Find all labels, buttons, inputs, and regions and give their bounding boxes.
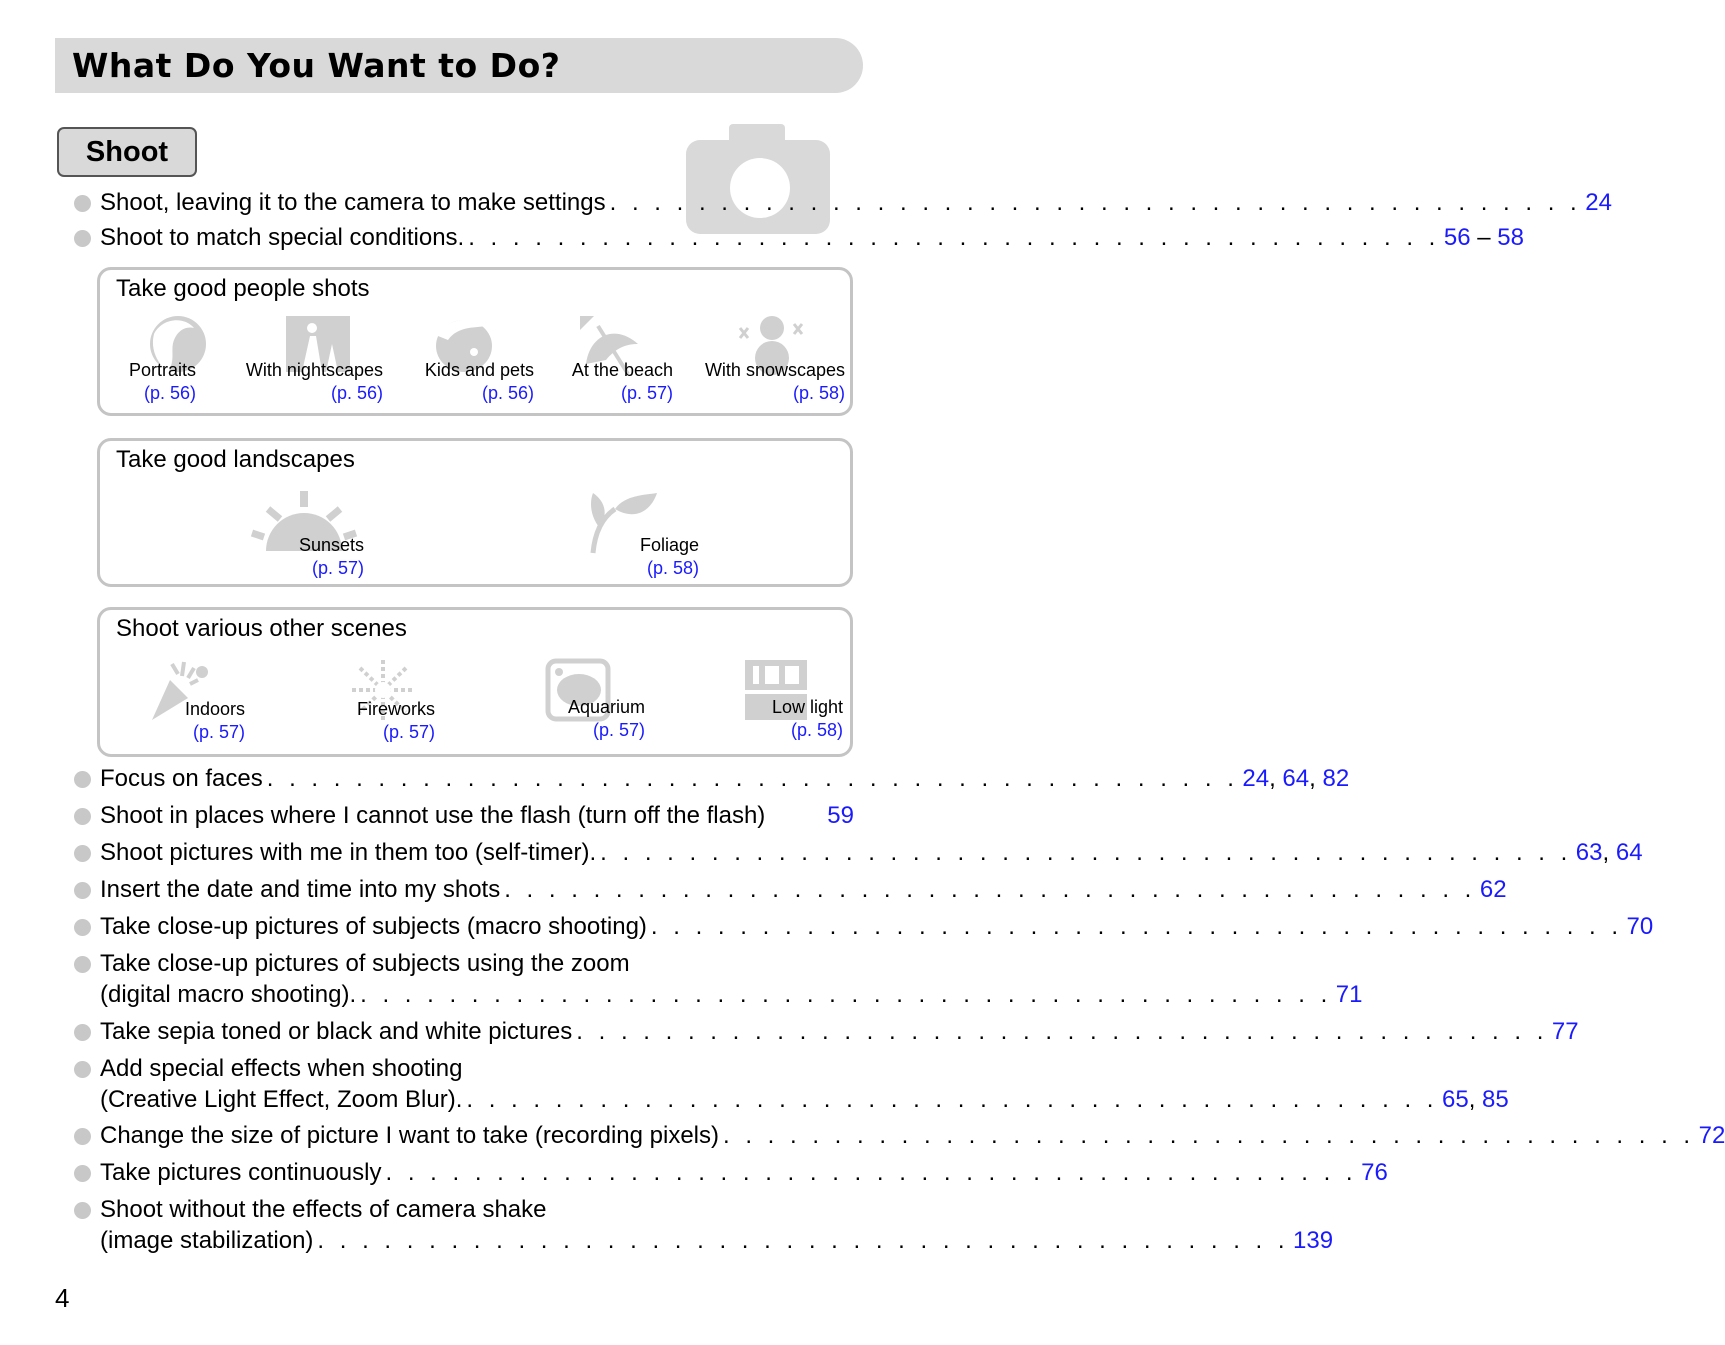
leader-dots: . . . . . . . . . . . . . . . . . . . . . . . . . . . . . . . . . . . . . . . . . . . . (600, 839, 1572, 866)
scene-kids-pets[interactable]: Kids and pets (p. 56) (400, 314, 534, 404)
leader-dots: . . . . . . . . . . . . . . . . . . . . . . . . . . . . . . . . . . . . . . . . . . . . (650, 913, 1623, 940)
page-link[interactable]: 58 (1497, 224, 1524, 251)
item-text: Shoot to match special conditions. (100, 224, 465, 251)
page-title: What Do You Want to Do? (72, 46, 561, 85)
leader-dots: . . . . . . . . . . . . . . . . . . . . . . . . . . . . . . . . . . . . . . . . . . . . (266, 765, 1239, 792)
item-text: Shoot, leaving it to the camera to make settings (100, 189, 606, 216)
page-link[interactable]: 24 (1242, 765, 1270, 792)
bullet-icon (74, 845, 91, 862)
bullet-icon (74, 956, 91, 973)
scene-portraits[interactable]: Portraits (p. 56) (108, 314, 208, 404)
page-link[interactable]: 71 (1335, 981, 1363, 1008)
page-link[interactable]: 62 (1479, 876, 1507, 903)
bullet-icon (74, 1024, 91, 1041)
page-link[interactable]: 77 (1551, 1018, 1579, 1045)
scene-low-light[interactable]: Low light (p. 58) (743, 658, 843, 748)
page-link[interactable]: 82 (1322, 765, 1350, 792)
scene-fireworks[interactable]: Fireworks (p. 57) (348, 658, 435, 748)
leader-dots: . . . . . . . . . . . . . . . . . . . . . . . . . . . . . . . . . . . . . . . . . . . . (317, 1227, 1290, 1254)
box-title: Take good landscapes (116, 446, 355, 473)
box-title: Take good people shots (116, 275, 370, 302)
page-link[interactable]: 65 (1441, 1086, 1469, 1113)
leader-dots: . . . . . . . . . . . . . . . . . . . . . . . . . . . . . . . . . . . . . . . . . . . . (468, 224, 1440, 251)
page-link[interactable]: 24 (1585, 189, 1612, 216)
list-item: Add special effects when shooting (Creative Light Effect, Zoom Blur). . . . . . . . . . . . . . . . . . . . . . . . . . . . . . . . . . . . . . . . . . . . . 65, 85 (74, 1055, 854, 1117)
scene-snowscapes[interactable]: With snowscapes (p. 58) (690, 314, 845, 404)
bullet-icon (74, 1061, 91, 1078)
bullet-icon (74, 1165, 91, 1182)
leader-dots: . . . . . . . . . . . . . . . . . . . . . . . . . . . . . . . . . . . . . . . . . . . . (385, 1159, 1358, 1186)
list-item: Take close-up pictures of subjects using the zoom (digital macro shooting). . . . . . . . . . . . . . . . . . . . . . . . . . . . . . . . . . . . . . . . . . . . . 71 (74, 950, 854, 1012)
bullet-icon (74, 1128, 91, 1145)
page-link[interactable]: 72 (1698, 1122, 1725, 1149)
page-link[interactable]: 63 (1575, 839, 1603, 866)
bullet-icon (74, 808, 91, 825)
tab-label: Shoot (85, 136, 169, 168)
scene-nightscapes[interactable]: With nightscapes (p. 56) (228, 314, 383, 404)
camera-icon (686, 124, 830, 234)
scene-indoors[interactable]: Indoors (p. 57) (148, 658, 245, 748)
page-link[interactable]: 64 (1282, 765, 1310, 792)
page-link[interactable]: 139 (1293, 1227, 1334, 1254)
page-link[interactable]: 56 (1443, 224, 1471, 251)
page-link[interactable]: 59 (827, 802, 854, 829)
page-link[interactable]: 70 (1626, 913, 1654, 940)
bullet-icon (74, 1202, 91, 1219)
bullet-icon (74, 919, 91, 936)
people-shots-box (97, 267, 853, 416)
page-number: 4 (55, 1283, 70, 1313)
bullet-icon (74, 771, 91, 788)
scene-beach[interactable]: At the beach (p. 57) (550, 314, 673, 404)
other-scenes-box (97, 607, 853, 757)
landscapes-box (97, 438, 853, 587)
scene-sunsets[interactable]: Sunsets (p. 57) (250, 491, 368, 581)
section-banner (55, 38, 863, 93)
leader-dots: . . . . . . . . . . . . . . . . . . . . . . . . . . . . . . . . . . . . . . . . . . . . (360, 981, 1332, 1008)
leader-dots: . . . . . . . . . . . . . . . . . . . . . . . . . . . . . . . . . . . . . . . . . . . . (609, 189, 1582, 216)
scene-foliage[interactable]: Foliage (p. 58) (585, 491, 703, 581)
list-item: Shoot without the effects of camera shake (image stabilization) . . . . . . . . . . . . . . . . . . . . . . . . . . . . . . . . . . . . . . . . . . . . 139 (74, 1196, 854, 1258)
bullet-icon (74, 882, 91, 899)
page-link[interactable]: 64 (1615, 839, 1643, 866)
page-link[interactable]: 85 (1482, 1086, 1509, 1113)
leader-dots: . . . . . . . . . . . . . . . . . . . . . . . . . . . . . . . . . . . . . . . . . . . . (504, 876, 1476, 903)
shoot-tab (57, 127, 197, 177)
leader-dots: . . . . . . . . . . . . . . . . . . . . . . . . . . . . . . . . . . . . . . . . . . . . (722, 1122, 1695, 1149)
leader-dots: . . . . . . . . . . . . . . . . . . . . . . . . . . . . . . . . . . . . . . . . . . . . (466, 1086, 1438, 1113)
box-title: Shoot various other scenes (116, 615, 407, 642)
bullet-icon (74, 230, 91, 247)
leader-dots: . . . . . . . . . . . . . . . . . . . . . . . . . . . . . . . . . . . . . . . . . . . . (576, 1018, 1548, 1045)
bullet-icon (74, 195, 91, 212)
page-link[interactable]: 76 (1361, 1159, 1388, 1186)
scene-aquarium[interactable]: Aquarium (p. 57) (545, 658, 645, 748)
